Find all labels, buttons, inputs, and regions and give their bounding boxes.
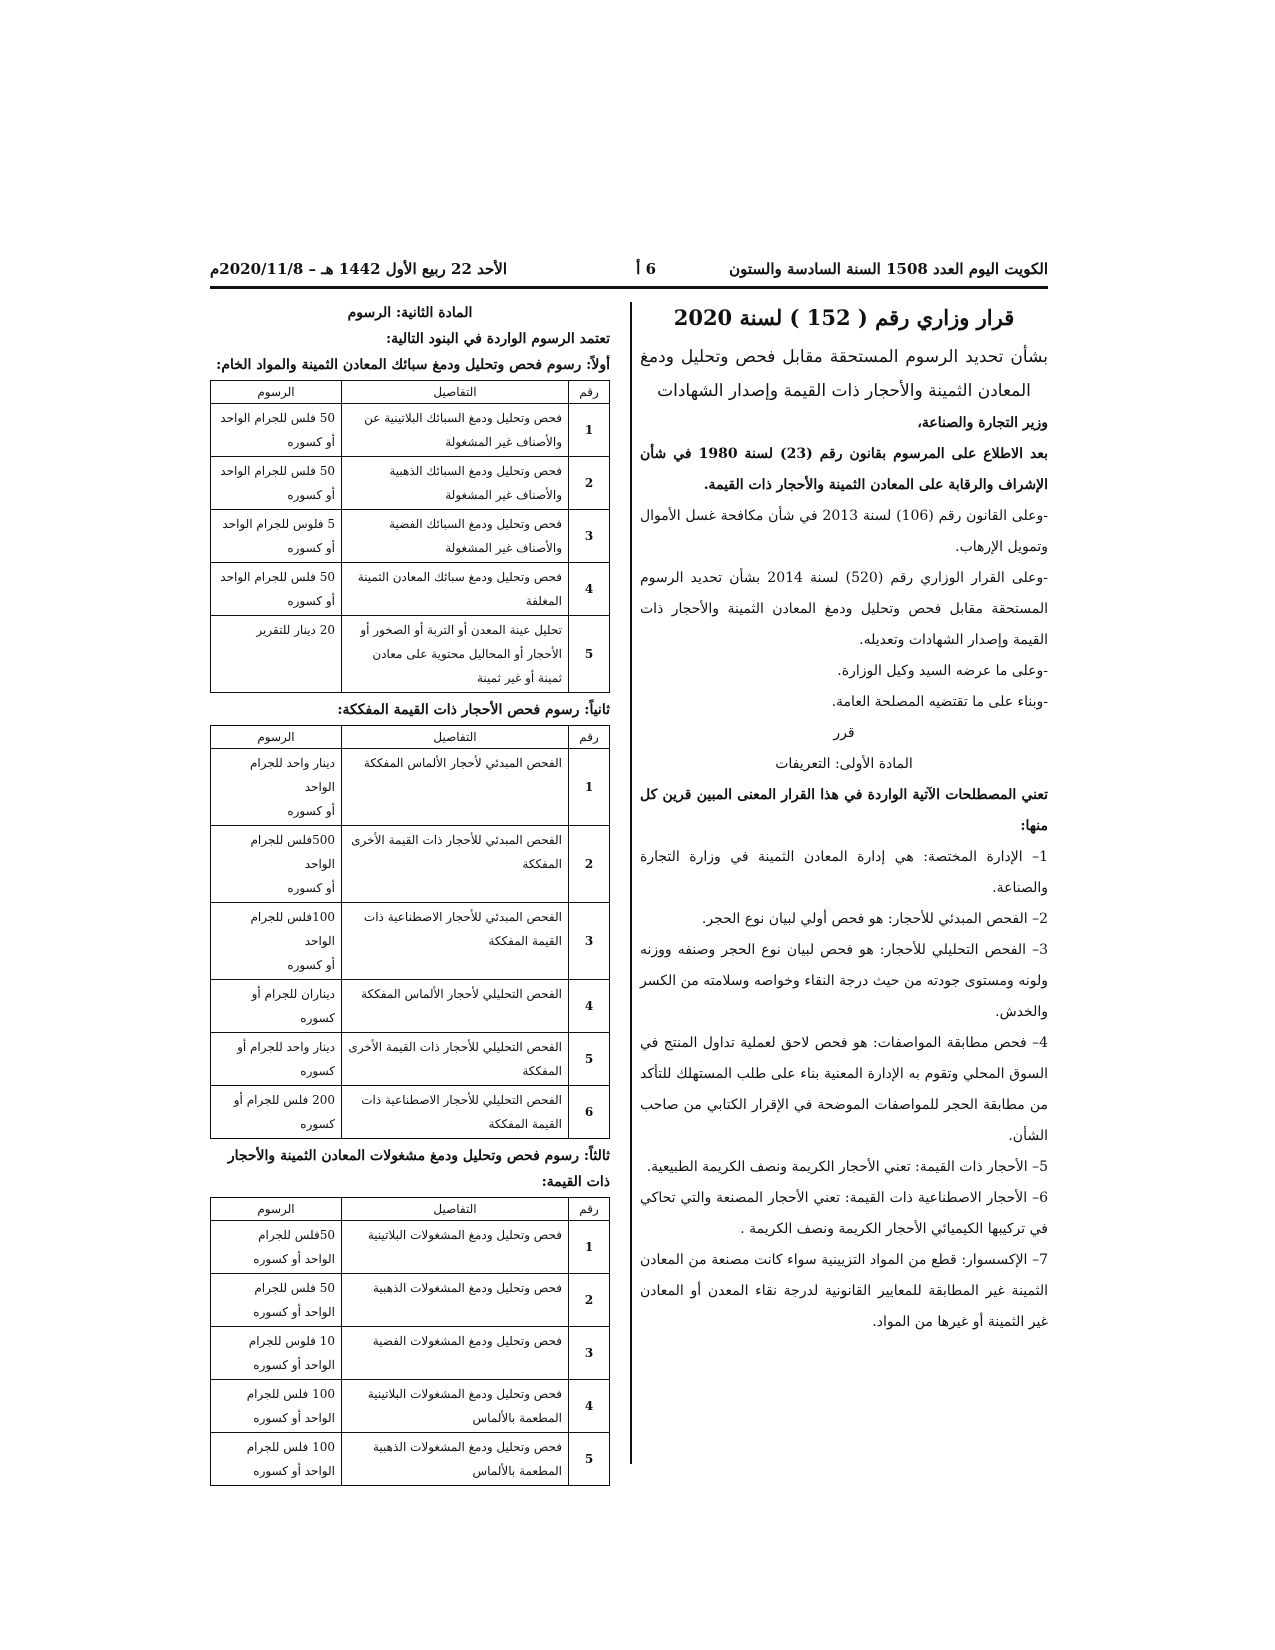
row-details: فحص وتحليل ودمغ السبائك البلاتينية عن والأصناف غير المشغولة — [342, 404, 569, 457]
fee-amount: 500فلس للجرام الواحد — [250, 833, 335, 871]
fee-amount: 100 فلس للجرام — [246, 1387, 335, 1401]
fee-amount: 50 فلس للجرام الواحد — [220, 411, 335, 425]
fee-unit: الواحد أو كسوره — [253, 1464, 335, 1478]
decision-column — [640, 300, 1048, 1338]
fee-unit: أو كسوره — [287, 488, 335, 502]
row-fee — [211, 903, 342, 980]
section1-title: أولاً: رسوم فحص وتحليل ودمغ سبائك المعادن الثمينة والمواد الخام: — [216, 357, 610, 373]
fee-amount: 50 فلس للجرام الواحد — [220, 570, 335, 584]
row-number: 5 — [569, 616, 610, 693]
col-header-num: رقم — [569, 726, 610, 749]
table-row — [211, 1274, 610, 1327]
fee-amount: 200 فلس للجرام أو — [233, 1093, 335, 1107]
fee-amount: 100فلس للجرام الواحد — [250, 910, 335, 948]
row-fee — [211, 563, 342, 616]
header-issue: الكويت اليوم العدد 1508 السنة السادسة والستون — [729, 260, 1048, 278]
definition-item: 2– الفحص المبدئي للأحجار: هو فحص أولي لبيان نوع الحجر. — [701, 911, 1048, 927]
table-row — [211, 826, 610, 903]
col-header-fees: الرسوم — [211, 381, 342, 404]
definition-item: 4– فحص مطابقة المواصفات: هو فحص لاحق لعملية تداول المنتج في السوق المحلي وتقوم به الإدارة المعنية بناء على طلب المستهلك للتأكد من مطابقة الحجر للمواصفات الموضحة في الإقرار الكتابي من صاحب الشأن. — [640, 1035, 1048, 1144]
row-fee — [211, 510, 342, 563]
row-number: 4 — [569, 1380, 610, 1433]
table-row — [211, 404, 610, 457]
section3-title: ثالثاً: رسوم فحص وتحليل ودمغ مشغولات المعادن الثمينة والأحجار ذات القيمة: — [227, 1148, 610, 1190]
page-header — [210, 256, 1048, 286]
table-row — [211, 1221, 610, 1274]
col-header-fees: الرسوم — [211, 726, 342, 749]
fee-unit: أو كسوره — [287, 541, 335, 555]
preamble-item: بعد الاطلاع على المرسوم بقانون رقم (23) لسنة 1980 في شأن الإشراف والرقابة على المعادن الثمينة والأحجار ذات القيمة. — [640, 446, 1048, 493]
table-row — [211, 563, 610, 616]
fees-table-loose-stones — [210, 725, 610, 1139]
row-fee — [211, 1221, 342, 1274]
row-number: 1 — [569, 749, 610, 826]
table-row — [211, 1433, 610, 1486]
row-details: فحص وتحليل ودمغ المشغولات البلاتينية — [342, 1221, 569, 1274]
row-number: 3 — [569, 510, 610, 563]
fee-unit: الواحد أو كسوره — [253, 1411, 335, 1425]
article1-intro: تعني المصطلحات الآتية الواردة في هذا القرار المعنى المبين قرين كل منها: — [640, 787, 1048, 834]
row-fee — [211, 616, 342, 693]
row-details: فحص وتحليل ودمغ المشغولات الذهبية المطعمة بالألماس — [342, 1433, 569, 1486]
fee-unit: الواحد أو كسوره — [253, 1252, 335, 1266]
col-header-num: رقم — [569, 381, 610, 404]
fee-unit: أو كسوره — [287, 804, 335, 818]
row-number: 2 — [569, 457, 610, 510]
header-date: الأحد 22 ربيع الأول 1442 هـ – 2020/11/8م — [210, 260, 507, 278]
table-row — [211, 980, 610, 1033]
header-page-number: 6 أ — [636, 260, 656, 278]
row-fee — [211, 749, 342, 826]
definition-item: 1– الإدارة المختصة: هي إدارة المعادن الثمينة في وزارة التجارة والصناعة. — [640, 849, 1048, 896]
row-fee — [211, 457, 342, 510]
section2-title: ثانياً: رسوم فحص الأحجار ذات القيمة المفككة: — [337, 702, 610, 718]
row-details: فحص وتحليل ودمغ المشغولات البلاتينية المطعمة بالألماس — [342, 1380, 569, 1433]
fee-unit: كسوره — [300, 1117, 335, 1131]
row-fee — [211, 1380, 342, 1433]
row-number: 4 — [569, 980, 610, 1033]
row-details: فحص وتحليل ودمغ سبائك المعادن الثمينة المغلفة — [342, 563, 569, 616]
minister-line: وزير التجارة والصناعة، — [917, 415, 1048, 431]
article2-intro: تعتمد الرسوم الواردة في البنود التالية: — [385, 331, 610, 347]
row-details: الفحص التحليلي لأحجار الألماس المفككة — [342, 980, 569, 1033]
table-row — [211, 1086, 610, 1139]
row-number: 2 — [569, 1274, 610, 1327]
row-number: 3 — [569, 1327, 610, 1380]
preamble-item: -وعلى ما عرضه السيد وكيل الوزارة. — [837, 663, 1048, 679]
col-header-details: التفاصيل — [342, 381, 569, 404]
row-number: 2 — [569, 826, 610, 903]
row-details: فحص وتحليل ودمغ السبائك الفضية والأصناف غير المشغولة — [342, 510, 569, 563]
decision-title: قرار وزاري رقم ( 152 ) لسنة 2020 — [673, 305, 1015, 330]
preamble-item: -وبناء على ما تقتضيه المصلحة العامة. — [831, 694, 1048, 710]
fee-unit: أو كسوره — [287, 594, 335, 608]
fee-amount: 50 فلس للجرام — [254, 1281, 335, 1295]
row-fee — [211, 1433, 342, 1486]
fee-unit: أو كسوره — [287, 881, 335, 895]
fee-unit: الواحد أو كسوره — [253, 1358, 335, 1372]
row-number: 5 — [569, 1033, 610, 1086]
fee-unit: كسوره — [300, 1064, 335, 1078]
decided-heading: قرر — [833, 725, 855, 741]
table-row — [211, 616, 610, 693]
fee-amount: 5 فلوس للجرام الواحد — [222, 517, 335, 531]
table-row — [211, 1033, 610, 1086]
row-details: الفحص المبدئي للأحجار ذات القيمة الأخرى المفككة — [342, 826, 569, 903]
col-header-details: التفاصيل — [342, 726, 569, 749]
row-number: 3 — [569, 903, 610, 980]
fee-amount: دينار واحد للجرام أو — [237, 1040, 335, 1054]
definition-item: 6– الأحجار الاصطناعية ذات القيمة: تعني الأحجار المصنعة والتي تحاكي في تركيبها الكيميائي الأحجار الكريمة ونصف الكريمة . — [640, 1190, 1048, 1237]
fee-amount: ديناران للجرام أو كسوره — [251, 987, 335, 1025]
fee-amount: 20 دينار للتقرير — [256, 623, 335, 637]
fees-column — [210, 300, 610, 1490]
definition-item: 7– الإكسسوار: قطع من المواد التزيينية سواء كانت مصنعة من المعادن الثمينة غير المطابقة للمعايير القانونية لدرجة نقاء المعدن أو المعادن غير الثمينة أو غيرها من المواد. — [640, 1252, 1048, 1330]
table-row — [211, 510, 610, 563]
table-row — [211, 1327, 610, 1380]
preamble-item: -وعلى القانون رقم (106) لسنة 2013 في شأن مكافحة غسل الأموال وتمويل الإرهاب. — [640, 508, 1048, 555]
row-number: 5 — [569, 1433, 610, 1486]
fee-unit: أو كسوره — [287, 958, 335, 972]
fee-amount: 100 فلس للجرام — [246, 1440, 335, 1454]
fee-amount: 50 فلس للجرام الواحد — [220, 464, 335, 478]
article2-title: المادة الثانية: الرسوم — [347, 305, 473, 321]
article1-title: المادة الأولى: التعريفات — [775, 756, 913, 772]
column-divider — [630, 302, 632, 1464]
fee-unit: أو كسوره — [287, 435, 335, 449]
row-details: فحص وتحليل ودمغ المشغولات الذهبية — [342, 1274, 569, 1327]
col-header-num: رقم — [569, 1198, 610, 1221]
preamble-item: -وعلى القرار الوزاري رقم (520) لسنة 2014 بشأن تحديد الرسوم المستحقة مقابل فحص وتحليل ودمغ المعادن الثمينة والأحجار ذات القيمة وإصدار الشهادات وتعديله. — [640, 570, 1048, 648]
row-number: 1 — [569, 404, 610, 457]
row-fee — [211, 826, 342, 903]
col-header-fees: الرسوم — [211, 1198, 342, 1221]
row-details: الفحص التحليلي للأحجار الاصطناعية ذات القيمة المفككة — [342, 1086, 569, 1139]
row-number: 4 — [569, 563, 610, 616]
row-fee — [211, 1086, 342, 1139]
fee-unit: الواحد أو كسوره — [253, 1305, 335, 1319]
table-row — [211, 457, 610, 510]
decision-subject: بشأن تحديد الرسوم المستحقة مقابل فحص وتحليل ودمغ المعادن الثمينة والأحجار ذات القيمة وإصدار الشهادات — [640, 347, 1048, 401]
row-details: الفحص المبدئي لأحجار الألماس المفككة — [342, 749, 569, 826]
col-header-details: التفاصيل — [342, 1198, 569, 1221]
definition-item: 5– الأحجار ذات القيمة: تعني الأحجار الكريمة ونصف الكريمة الطبيعية. — [646, 1159, 1048, 1175]
table-row — [211, 903, 610, 980]
row-fee — [211, 1274, 342, 1327]
row-fee — [211, 1327, 342, 1380]
row-details: الفحص التحليلي للأحجار ذات القيمة الأخرى المفككة — [342, 1033, 569, 1086]
fees-table-bullion — [210, 380, 610, 693]
row-details: فحص وتحليل ودمغ المشغولات الفضية — [342, 1327, 569, 1380]
row-fee — [211, 1033, 342, 1086]
header-rule — [210, 286, 1048, 289]
row-fee — [211, 404, 342, 457]
row-details: الفحص المبدئي للأحجار الاصطناعية ذات القيمة المفككة — [342, 903, 569, 980]
fees-table-jewelry — [210, 1197, 610, 1486]
fee-amount: 50فلس للجرام — [258, 1228, 335, 1242]
table-row — [211, 749, 610, 826]
definition-item: 3– الفحص التحليلي للأحجار: هو فحص لبيان نوع الحجر وصنفه ووزنه ولونه ومستوى جودته من حيث درجة النقاء وخواصه وسلامته من الكسر والخدش. — [640, 942, 1048, 1020]
fee-amount: 10 فلوس للجرام — [248, 1334, 335, 1348]
row-details: فحص وتحليل ودمغ السبائك الذهبية والأصناف غير المشغولة — [342, 457, 569, 510]
fee-amount: دينار واحد للجرام الواحد — [250, 756, 335, 794]
row-details: تحليل عينة المعدن أو التربة أو الصخور أو الأحجار أو المحاليل محتوية على معادن ثمينة أو غير ثمينة — [342, 616, 569, 693]
row-number: 6 — [569, 1086, 610, 1139]
table-row — [211, 1380, 610, 1433]
row-number: 1 — [569, 1221, 610, 1274]
row-fee — [211, 980, 342, 1033]
